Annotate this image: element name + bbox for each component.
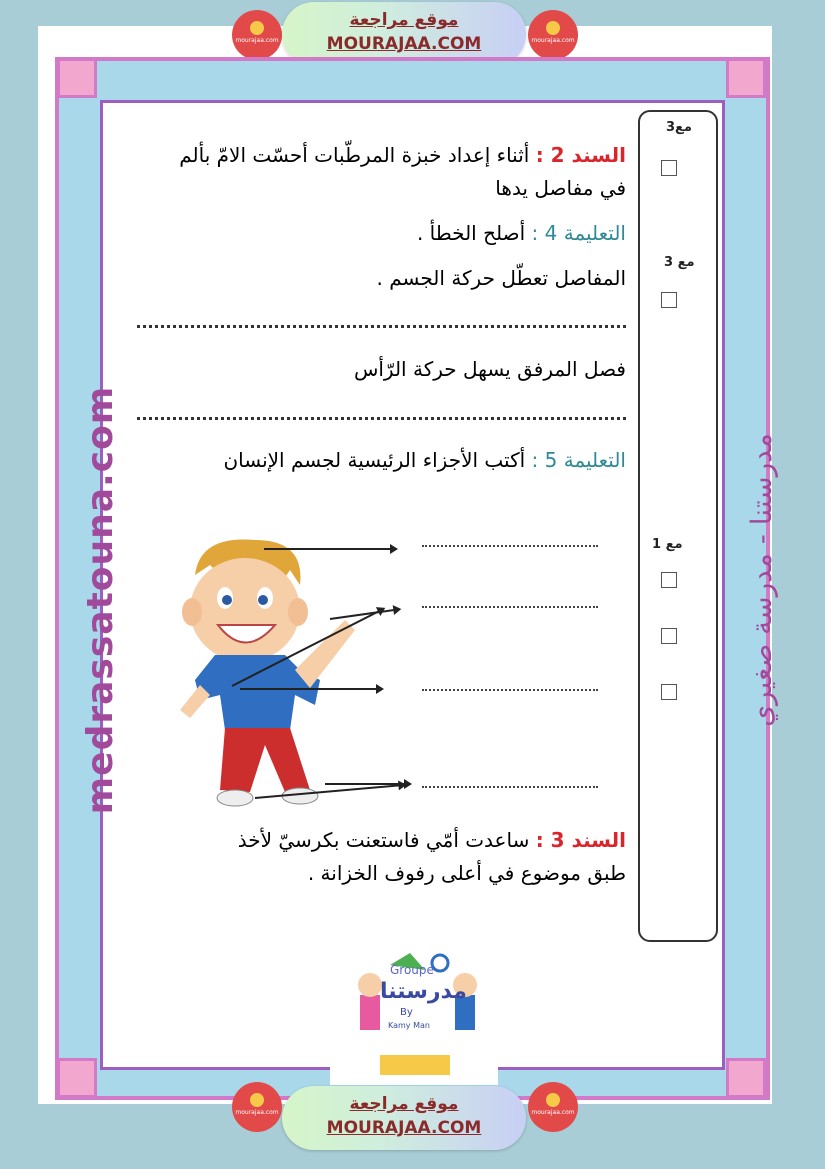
answer-line[interactable] [137,417,626,420]
footer-site-badge[interactable] [282,1086,526,1150]
side-watermark-left: medrassatouna.com [80,385,121,815]
group-logo [330,945,498,1085]
ta3lima4-sentence2: فصل المرفق يسهل حركة الرّأس [353,357,626,381]
score-checkbox[interactable] [661,292,677,308]
answer-line-head[interactable] [422,545,598,547]
score-label: مع 3 [664,255,695,270]
score-checkbox[interactable] [661,160,677,176]
frame-corner [57,58,97,98]
score-checkbox[interactable] [661,684,677,700]
ta3lima4-text: أصلح الخطأ . [416,221,526,245]
mourajaa-logo-icon: mourajaa.com [232,1082,282,1132]
score-column [638,110,718,942]
badge-arabic-title: موقع مراجعة [349,1094,459,1114]
score-checkbox[interactable] [661,628,677,644]
answer-line-trunk[interactable] [422,689,598,691]
sanad3-line1 [238,828,626,852]
group-logo-line4: Kamy Man [388,1021,430,1030]
pointer-arrow-head [264,548,396,550]
group-logo-line2: مدرستنا [380,979,467,1004]
ta3lima5-text: أكتب الأجزاء الرئيسية لجسم الإنسان [223,448,526,472]
badge-site-url: MOURAJAA.COM [326,1118,482,1138]
ta3lima5-label: التعليمة 5 : [531,448,626,472]
badge-site-url: MOURAJAA.COM [326,34,482,54]
score-checkbox[interactable] [661,572,677,588]
sanad2-line1 [179,143,626,167]
frame-corner [726,58,766,98]
badge-arabic-title: موقع مراجعة [349,10,459,30]
sanad2-text: أثناء إعداد خبزة المرطّبات أحسّت الامّ بألم [179,143,530,167]
ta3lima4-sentence1: المفاصل تعطّل حركة الجسم . [376,266,626,290]
sanad3-text: ساعدت أمّي فاستعنت بكرسيّ لأخذ [237,828,530,852]
pointer-arrow-trunk [240,688,382,690]
answer-line-arm[interactable] [422,606,598,608]
mourajaa-logo-icon: mourajaa.com [528,10,578,60]
boy-illustration [170,530,370,810]
ta3lima4-label: التعليمة 4 : [531,221,626,245]
sanad2-line2: في مفاصل يدها [495,176,626,200]
frame-corner [57,1058,97,1098]
side-watermark-right: مدرستنا - مدرسة صغيري [745,433,778,727]
group-logo-line3: By [400,1007,413,1018]
mourajaa-logo-icon: mourajaa.com [232,10,282,60]
score-label: مع 1 [652,537,683,552]
ta3lima4-line [417,221,626,245]
sanad2-label: السند 2 : [535,143,626,167]
mourajaa-logo-icon: mourajaa.com [528,1082,578,1132]
sanad3-line2: طبق موضوع في أعلى رفوف الخزانة . [307,861,626,885]
ta3lima5-line [223,448,626,472]
score-label: مع3 [666,120,692,135]
frame-corner [726,1058,766,1098]
group-logo-line1: Groupe [390,963,434,977]
answer-line-leg[interactable] [422,786,598,788]
sanad3-label: السند 3 : [535,828,626,852]
answer-line[interactable] [137,325,626,328]
